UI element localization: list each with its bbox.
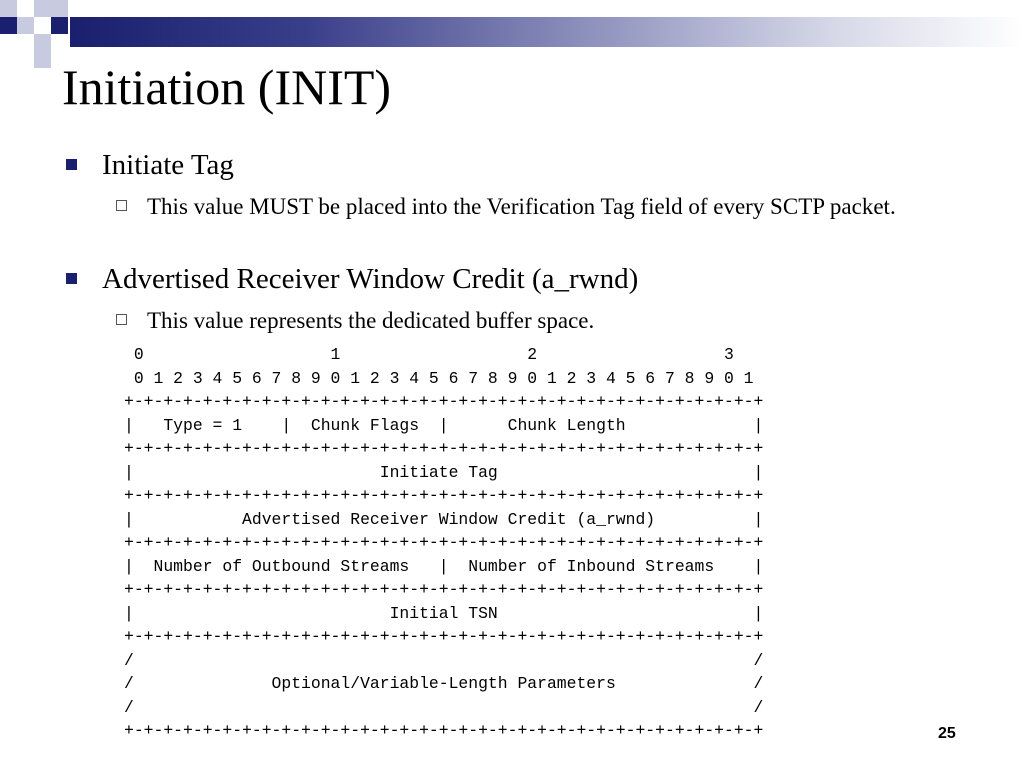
sub-bullet-text: This value MUST be placed into the Verification Tag field of every SCTP packet. (147, 194, 896, 219)
diagram-line: +-+-+-+-+-+-+-+-+-+-+-+-+-+-+-+-+-+-+-+-+-+-+-+-+-+-+-+-+-+-+-+-+ (124, 533, 764, 552)
filled-square-bullet-icon (66, 159, 77, 170)
decor-square-icon (34, 34, 51, 51)
diagram-line: +-+-+-+-+-+-+-+-+-+-+-+-+-+-+-+-+-+-+-+-+-+-+-+-+-+-+-+-+-+-+-+-+ (124, 580, 764, 599)
bullet-text: Advertised Receiver Window Credit (a_rwnd) (102, 263, 639, 295)
diagram-line: +-+-+-+-+-+-+-+-+-+-+-+-+-+-+-+-+-+-+-+-+-+-+-+-+-+-+-+-+-+-+-+-+ (124, 627, 764, 646)
decor-square-icon (51, 0, 68, 17)
diagram-line: | Number of Outbound Streams | Number of Inbound Streams | (124, 556, 764, 576)
diagram-line: +-+-+-+-+-+-+-+-+-+-+-+-+-+-+-+-+-+-+-+-+-+-+-+-+-+-+-+-+-+-+-+-+ (124, 392, 764, 411)
diagram-line: | Initial TSN | (124, 603, 764, 623)
decor-square-icon (34, 0, 51, 17)
sub-bullet-text: This value represents the dedicated buffer space. (147, 308, 595, 333)
diagram-line: | Initiate Tag | (124, 462, 764, 482)
hollow-square-bullet-icon (116, 314, 127, 325)
diagram-line: 0 1 2 3 4 5 6 7 8 9 0 1 2 3 4 5 6 7 8 9 0 1 2 3 4 5 6 7 8 9 0 1 (124, 368, 754, 388)
decor-square-icon (34, 51, 51, 68)
decor-square-icon (34, 17, 51, 34)
decor-square-icon (0, 17, 17, 34)
diagram-line: / / (124, 697, 764, 717)
header-gradient-bar (70, 17, 1024, 47)
diagram-line: | Type = 1 | Chunk Flags | Chunk Length | (124, 415, 764, 435)
init-chunk-packet-diagram (124, 343, 763, 743)
diagram-line: | Advertised Receiver Window Credit (a_rwnd) | (124, 509, 764, 529)
filled-square-bullet-icon (66, 273, 77, 284)
decor-square-icon (0, 0, 17, 17)
bullet-text: Initiate Tag (102, 149, 234, 181)
diagram-line: / / (124, 650, 764, 670)
decor-square-icon (17, 34, 34, 51)
hollow-square-bullet-icon (116, 200, 127, 211)
diagram-line: / Optional/Variable-Length Parameters / (124, 674, 764, 693)
diagram-line: 0 1 2 3 (124, 345, 734, 364)
slide-title: Initiation (INIT) (62, 59, 392, 115)
diagram-line: +-+-+-+-+-+-+-+-+-+-+-+-+-+-+-+-+-+-+-+-+-+-+-+-+-+-+-+-+-+-+-+-+ (124, 721, 764, 740)
page-number: 25 (938, 725, 956, 742)
decor-square-icon (17, 0, 34, 17)
diagram-line: +-+-+-+-+-+-+-+-+-+-+-+-+-+-+-+-+-+-+-+-+-+-+-+-+-+-+-+-+-+-+-+-+ (124, 486, 764, 505)
decor-square-icon (51, 17, 68, 34)
decor-square-icon (17, 17, 34, 34)
diagram-line: +-+-+-+-+-+-+-+-+-+-+-+-+-+-+-+-+-+-+-+-+-+-+-+-+-+-+-+-+-+-+-+-+ (124, 439, 764, 458)
